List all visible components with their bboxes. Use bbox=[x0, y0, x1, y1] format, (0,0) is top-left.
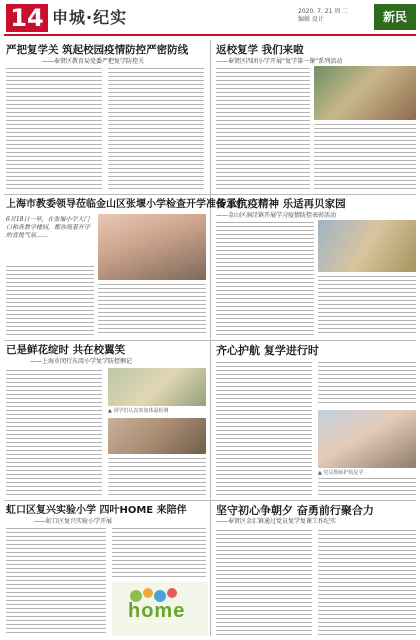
article-body bbox=[112, 528, 206, 578]
column-divider bbox=[210, 40, 211, 636]
article-subtitle: ——奉贤区金汇镇通过党员复学复课工作纪实 bbox=[216, 518, 337, 525]
page-number: 14 bbox=[6, 4, 48, 32]
issue-date: 2020. 7. 21 周 二 bbox=[298, 8, 349, 15]
article-title: 已是鲜花绽时 共在校翼笑 bbox=[6, 344, 126, 356]
article-subtitle: ——奉贤区教育局党委严把复学防控关 bbox=[42, 58, 145, 65]
home-logo-text: home bbox=[128, 600, 186, 622]
article-body bbox=[318, 530, 416, 636]
header-rule bbox=[4, 34, 416, 36]
page-section-title: 申城·纪实 bbox=[52, 8, 128, 27]
article-title: 返校复学 我们来啦 bbox=[216, 44, 304, 56]
article-body bbox=[318, 478, 416, 496]
article-title: 严把复学关 筑起校园疫情防控严密防线 bbox=[6, 44, 189, 56]
article-title: 虹口区复兴实验小学 四叶HOME 来陪伴 bbox=[6, 505, 187, 516]
article-4 bbox=[216, 198, 346, 220]
article-title: 传承抗疫精神 乐适再贝家园 bbox=[216, 198, 346, 210]
article-title: 上海市教委领导莅临金山区张堰小学检查开学准备工作 bbox=[6, 199, 246, 210]
row-divider bbox=[4, 340, 416, 341]
article-body bbox=[216, 222, 314, 336]
article-body bbox=[6, 370, 102, 496]
home-logo-image bbox=[112, 582, 208, 636]
article-body bbox=[108, 458, 206, 496]
issue-meta bbox=[298, 8, 348, 24]
article-3 bbox=[6, 198, 246, 211]
newspaper-logo: 新民 bbox=[374, 4, 416, 30]
page-header bbox=[0, 0, 420, 40]
article-title: 坚守初心争朝夕 奋勇前行聚合力 bbox=[216, 504, 374, 517]
issue-editor: 编辑 设计 bbox=[298, 16, 324, 23]
photo-caption: ▲ 党员教师护航复学 bbox=[318, 470, 364, 476]
article-8 bbox=[216, 504, 374, 526]
photo-caption: ▲ 同学们认真参加体温检测 bbox=[108, 408, 169, 414]
article-6 bbox=[216, 344, 319, 357]
article-subtitle: ——上海市闵行东湾小学复学防控侧记 bbox=[30, 358, 133, 365]
article-body bbox=[108, 68, 204, 190]
article-body bbox=[216, 68, 310, 190]
article-subtitle: ——金山区洞泾镇开展学习疫情防控表彰活动 bbox=[216, 212, 337, 219]
article-1 bbox=[6, 44, 188, 66]
row-divider bbox=[4, 500, 416, 501]
article-body bbox=[216, 530, 312, 636]
article-5 bbox=[6, 344, 132, 366]
article-subtitle: ——虹口区复兴实验小学开展 bbox=[34, 518, 113, 525]
row-divider bbox=[4, 194, 416, 195]
article-body bbox=[318, 362, 416, 406]
article-7 bbox=[6, 504, 187, 526]
article-body bbox=[6, 68, 102, 190]
article-photo bbox=[108, 368, 206, 406]
article-subtitle: ——奉贤区四团小学开展“复学第一课”系列活动 bbox=[216, 58, 343, 65]
article-body bbox=[6, 528, 106, 636]
article-title: 齐心护航 复学进行时 bbox=[216, 344, 319, 357]
article-2 bbox=[216, 44, 342, 66]
article-body bbox=[314, 124, 416, 190]
article-photo bbox=[98, 214, 206, 280]
article-photo bbox=[108, 418, 206, 454]
lead-quote: 6月18日一早，在张堰小学大门口和各教学楼间，都弥漫着开学的喜悦气氛…… bbox=[6, 216, 91, 239]
article-photo bbox=[318, 410, 416, 468]
article-body bbox=[6, 266, 94, 336]
article-body bbox=[98, 284, 206, 336]
article-photo bbox=[314, 66, 416, 120]
article-photo bbox=[318, 220, 416, 272]
article-body bbox=[318, 276, 416, 336]
article-body bbox=[216, 362, 312, 496]
